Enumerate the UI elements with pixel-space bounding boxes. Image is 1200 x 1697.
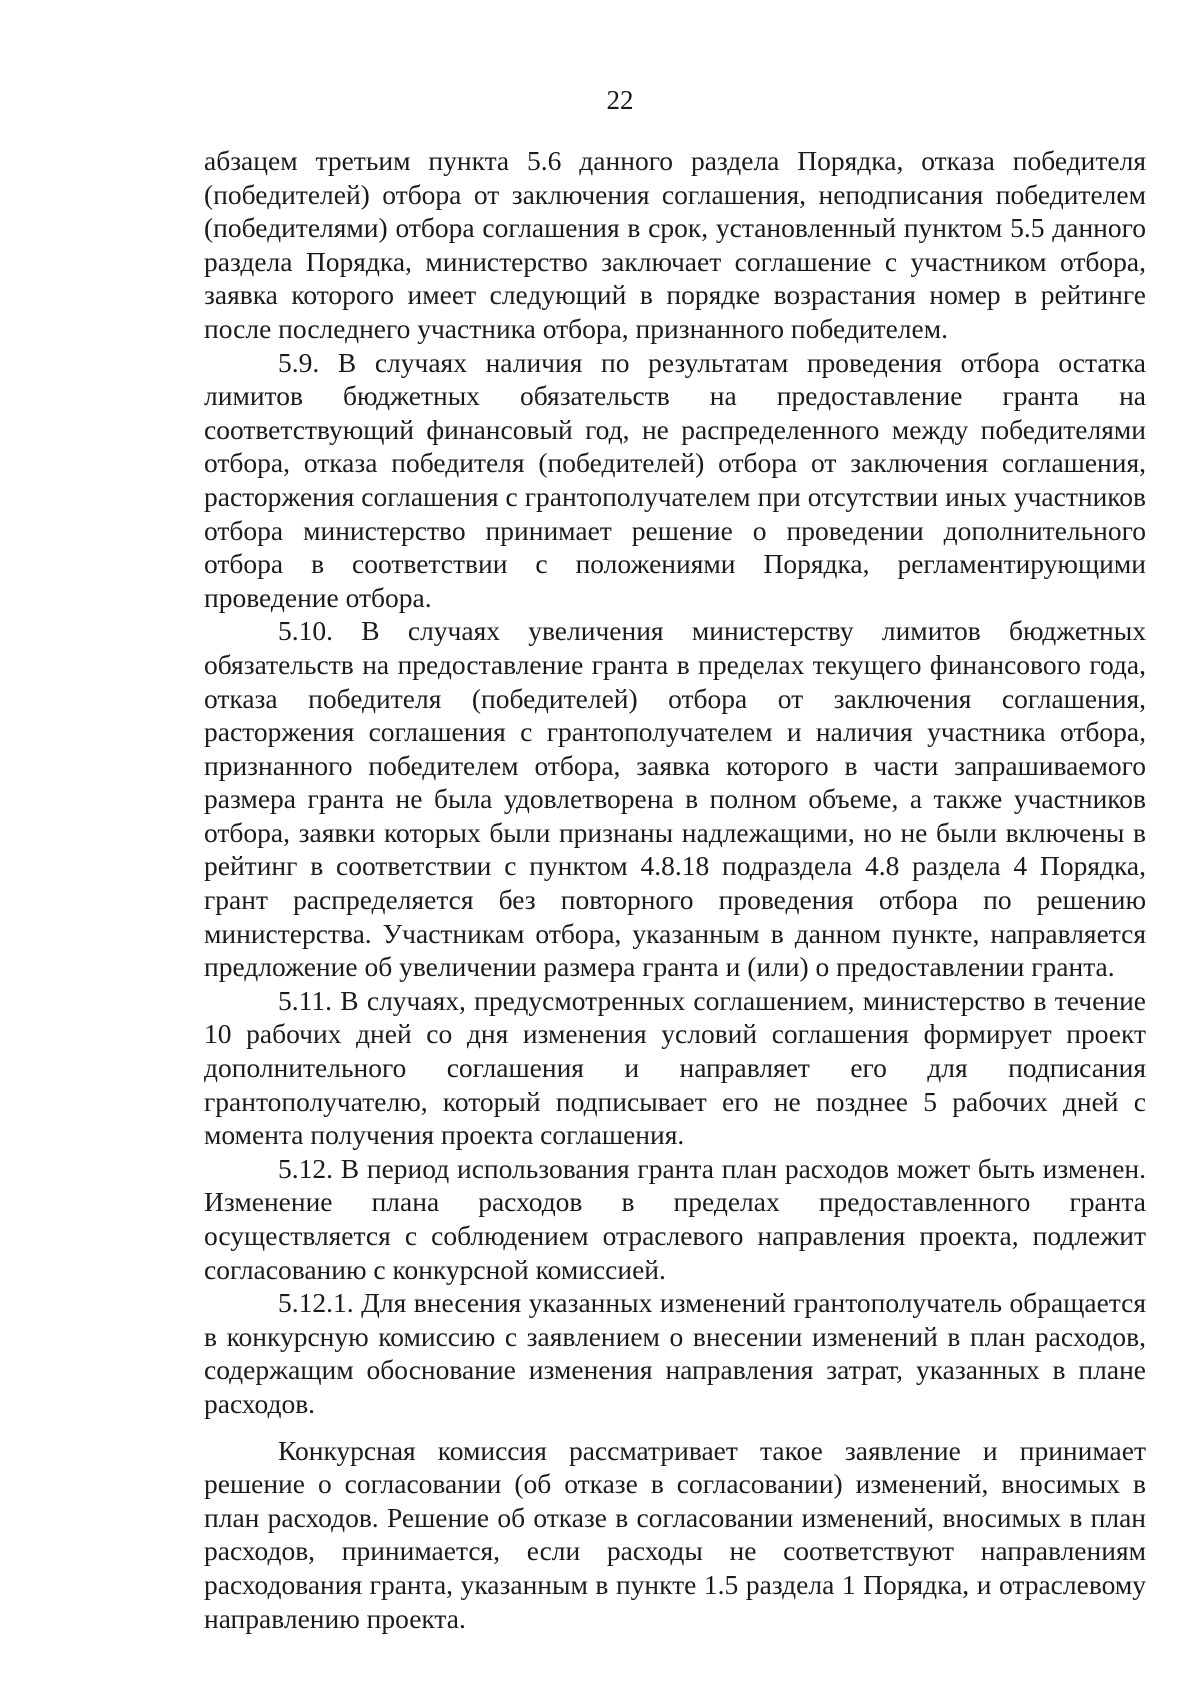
paragraph-5-12: 5.12. В период использования гранта план расходов может быть изменен. Изменение плана расходов в пределах предоставленного гранта осуществляется с соблюдением отраслевого направления проекта, подлежит согласованию с конкурсной комиссией. (204, 1152, 1146, 1285)
paragraph-5-10: 5.10. В случаях увеличения министерству лимитов бюджетных обязательств на предоставление гранта в пределах текущего финансового года, отказа победителя (победителей) отбора от заключения соглашения, расторжения соглашения с грантополучателем и наличия участника отбора, признанного победителем отбора, заявка которого в части запрашиваемого размера гранта не была удовлетворена в полном объеме, а также участников отбора, заявки которых были признаны надлежащими, но не были включены в рейтинг в соответствии с пунктом 4.8.18 подраздела 4.8 раздела 4 Порядка, грант распределяется без повторного проведения отбора по решению министерства. Участникам отбора, указанным в данном пункте, направляется предложение об увеличении размера гранта и (или) о предоставлении гранта. (204, 615, 1146, 983)
page-number: 22 (606, 85, 634, 115)
document-body (204, 144, 1146, 1635)
paragraph-commission-decision: Конкурсная комиссия рассматривает такое заявление и принимает решение о согласовании (об отказе в согласовании) изменений, вносимых в план расходов. Решение об отказе в согласовании изменений, вносимых в план расходов, принимается, если расходы не соответствуют направлениям расходования гранта, указанным в пункте 1.5 раздела 1 Порядка, и отраслевому направлению проекта. (204, 1434, 1146, 1634)
paragraph-5-12-1: 5.12.1. Для внесения указанных изменений грантополучатель обращается в конкурсную комиссию с заявлением о внесении изменений в план расходов, содержащим обоснование изменения направления затрат, указанных в плане расходов. (204, 1287, 1146, 1419)
paragraph-5-9: 5.9. В случаях наличия по результатам проведения отбора остатка лимитов бюджетных обязательств на предоставление гранта на соответствующий финансовый год, не распределенного между победителями отбора, отказа победителя (победителей) отбора от заключения соглашения, расторжения соглашения с грантополучателем при отсутствии иных участников отбора министерство принимает решение о проведении дополнительного отбора в соответствии с положениями Порядка, регламентирующими проведение отбора. (204, 346, 1146, 613)
paragraph-continuation: абзацем третьим пункта 5.6 данного раздела Порядка, отказа победителя (победителей) отбора от заключения соглашения, неподписания победителем (победителями) отбора соглашения в срок, установленный пунктом 5.5 данного раздела Порядка, министерство заключает соглашение с участником отбора, заявка которого имеет следующий в порядке возрастания номер в рейтинге после последнего участника отбора, признанного победителем. (204, 145, 1146, 344)
paragraph-5-11: 5.11. В случаях, предусмотренных соглашением, министерство в течение 10 рабочих дней со дня изменения условий соглашения формирует проект дополнительного соглашения и направляет его для подписания грантополучателю, который подписывает его не позднее 5 рабочих дней с момента получения проекта соглашения. (204, 984, 1146, 1151)
